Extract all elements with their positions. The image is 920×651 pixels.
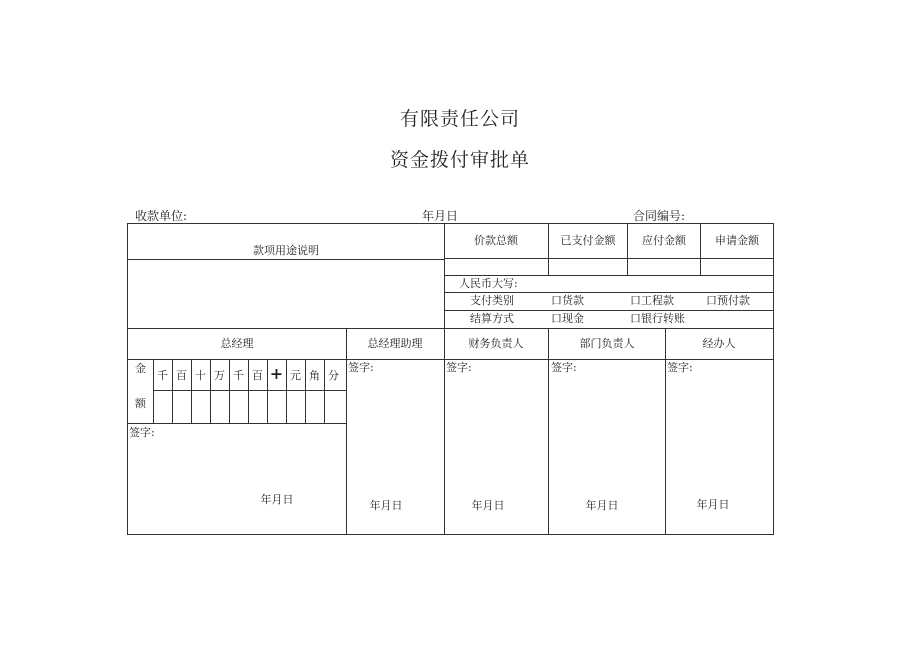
date-department-head: 年月日 [585, 499, 619, 512]
amount-char-1: 金 [135, 362, 146, 375]
signer-handler: 经办人 [702, 337, 736, 350]
payment-option-engineering[interactable]: 口工程款 [630, 294, 674, 307]
settlement-label: 结算方式 [470, 312, 514, 325]
payable-amount-header: 应付金额 [642, 234, 686, 247]
digit-yuan: 元 [290, 369, 301, 382]
digit-ten: 十 [195, 369, 206, 382]
header-date: 年月日 [422, 209, 459, 223]
digit-hundred-2: 百 [252, 369, 263, 382]
date-general-manager: 年月日 [260, 493, 294, 506]
company-title: 有限责任公司 [399, 108, 520, 130]
payment-option-prepayment[interactable]: 口预付款 [706, 294, 750, 307]
payee-unit-label: 收款单位: [135, 209, 188, 223]
requested-amount-header: 申请金额 [715, 234, 759, 247]
sign-label-general-manager: 签字: [129, 426, 155, 439]
payment-option-goods[interactable]: 口货款 [551, 294, 584, 307]
date-finance-head: 年月日 [471, 499, 505, 512]
payment-type-label: 支付类别 [470, 294, 514, 307]
digit-fen: 分 [328, 369, 339, 382]
rmb-upper-label: 人民币大写: [459, 277, 518, 290]
settlement-option-bank-transfer[interactable]: 口银行转账 [630, 312, 685, 325]
date-gm-assistant: 年月日 [369, 499, 403, 512]
contract-no-label: 合同编号: [633, 209, 686, 223]
digit-hundred: 百 [176, 369, 187, 382]
sign-label-handler: 签字: [667, 361, 693, 374]
paid-amount-header: 已支付金额 [560, 234, 616, 247]
sign-label-department-head: 签字: [551, 361, 577, 374]
digit-ten-thousand: 万 [214, 369, 225, 382]
amount-char-2: 额 [135, 397, 146, 410]
sign-label-gm-assistant: 签字: [348, 361, 374, 374]
digit-thousand-2: 千 [233, 369, 244, 382]
signer-gm-assistant: 总经理助理 [367, 337, 423, 350]
signer-finance-head: 财务负责人 [468, 337, 524, 350]
digit-jiao: 角 [309, 369, 320, 382]
purpose-label: 款项用途说明 [253, 244, 319, 257]
digit-thousand: 千 [157, 369, 168, 382]
digit-ten-2: + [269, 364, 284, 383]
signer-general-manager: 总经理 [220, 337, 254, 350]
sign-label-finance-head: 签字: [446, 361, 472, 374]
approval-form-table [127, 223, 774, 535]
date-handler: 年月日 [696, 498, 730, 511]
form-title: 资金拨付审批单 [389, 149, 530, 171]
total-price-header: 价款总额 [474, 234, 518, 247]
signer-department-head: 部门负责人 [579, 337, 635, 350]
settlement-option-cash[interactable]: 口现金 [551, 312, 584, 325]
